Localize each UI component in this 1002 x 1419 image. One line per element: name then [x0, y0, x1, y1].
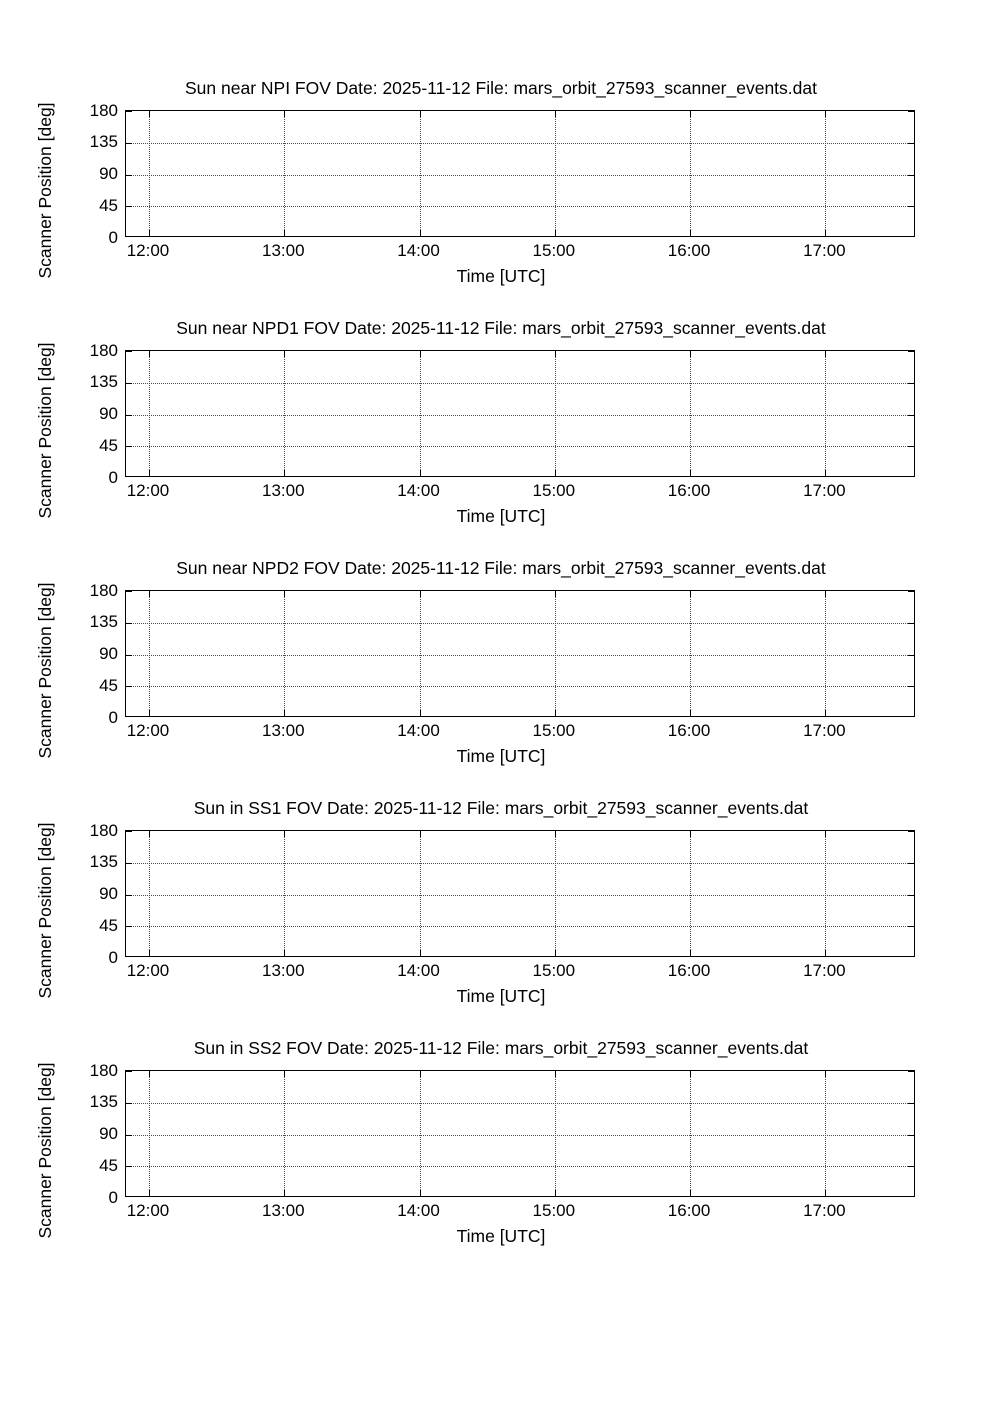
x-tick-label: 12:00	[126, 481, 170, 500]
y-tick-label: 0	[108, 947, 118, 967]
x-tick-label: 17:00	[803, 241, 846, 260]
data-series-layer	[126, 591, 915, 717]
y-tick-label: 135	[89, 1092, 118, 1112]
x-tick-label: 13:00	[261, 241, 305, 260]
plot-area	[125, 830, 915, 957]
plot-area	[125, 110, 915, 237]
x-tick-label: 16:00	[667, 241, 711, 260]
y-tick-label: 90	[99, 1124, 118, 1143]
y-tick-label: 45	[99, 195, 118, 215]
y-tick-label: 180	[89, 340, 118, 360]
x-tick-labels	[125, 481, 915, 505]
y-tick-label: 0	[108, 1187, 118, 1207]
x-axis-label: Time [UTC]	[456, 1226, 546, 1246]
data-series-layer	[126, 1071, 915, 1197]
y-tick-labels	[66, 100, 118, 247]
y-tick-label: 45	[99, 675, 118, 695]
x-tick-label: 14:00	[397, 961, 440, 980]
x-tick-labels	[125, 961, 915, 985]
chart-panel	[0, 552, 1002, 789]
x-tick-labels	[125, 1201, 915, 1225]
panel-title: Sun near NPD2 FOV Date: 2025-11-12 File: mars_orbit_27593_scanner_events.dat	[176, 558, 826, 578]
y-tick-label: 90	[99, 164, 118, 183]
x-tick-label: 15:00	[532, 1201, 576, 1220]
x-tick-label: 12:00	[126, 721, 170, 740]
panel-title: Sun in SS1 FOV Date: 2025-11-12 File: mars_orbit_27593_scanner_events.dat	[193, 798, 809, 818]
x-tick-label: 14:00	[397, 241, 440, 260]
x-tick-label: 12:00	[126, 1201, 170, 1220]
panel-title: Sun near NPD1 FOV Date: 2025-11-12 File: mars_orbit_27593_scanner_events.dat	[176, 318, 826, 338]
x-tick-label: 16:00	[667, 1201, 711, 1220]
y-tick-label: 135	[89, 372, 118, 392]
x-tick-label: 13:00	[261, 721, 305, 740]
y-tick-label: 45	[99, 915, 118, 935]
plot-area	[125, 1070, 915, 1197]
x-tick-label: 13:00	[261, 1201, 305, 1220]
y-tick-labels	[66, 580, 118, 727]
x-axis-label: Time [UTC]	[456, 986, 546, 1006]
y-tick-label: 0	[108, 227, 118, 247]
data-series-layer	[126, 831, 915, 957]
x-tick-labels	[125, 241, 915, 265]
x-tick-label: 16:00	[667, 961, 711, 980]
y-tick-label: 135	[89, 612, 118, 632]
chart-panel	[0, 312, 1002, 549]
y-tick-label: 45	[99, 435, 118, 455]
y-tick-label: 0	[108, 467, 118, 487]
x-tick-label: 15:00	[532, 721, 576, 740]
panel-title: Sun near NPI FOV Date: 2025-11-12 File: mars_orbit_27593_scanner_events.dat	[185, 78, 817, 98]
chart-panel	[0, 792, 1002, 1029]
y-axis-label: Scanner Position [deg]	[35, 102, 55, 279]
y-tick-label: 180	[89, 580, 118, 600]
y-tick-label: 135	[89, 852, 118, 872]
chart-panel	[0, 72, 1002, 309]
x-tick-labels	[125, 721, 915, 745]
x-tick-label: 14:00	[397, 481, 440, 500]
plot-area	[125, 590, 915, 717]
chart-panel	[0, 1032, 1002, 1269]
y-tick-label: 90	[99, 884, 118, 903]
x-tick-label: 13:00	[261, 481, 305, 500]
y-tick-label: 180	[89, 820, 118, 840]
y-tick-label: 45	[99, 1155, 118, 1175]
y-tick-labels	[66, 1060, 118, 1207]
y-axis-label: Scanner Position [deg]	[35, 342, 55, 519]
y-axis-label: Scanner Position [deg]	[35, 1062, 55, 1239]
y-axis-label: Scanner Position [deg]	[35, 582, 55, 759]
x-axis-label: Time [UTC]	[456, 746, 546, 766]
y-tick-label: 180	[89, 100, 118, 120]
y-axis-label: Scanner Position [deg]	[35, 822, 55, 999]
x-tick-label: 16:00	[667, 481, 711, 500]
x-axis-label: Time [UTC]	[456, 506, 546, 526]
x-tick-label: 14:00	[397, 1201, 440, 1220]
x-tick-label: 15:00	[532, 481, 576, 500]
x-tick-label: 17:00	[803, 1201, 846, 1220]
plot-area	[125, 350, 915, 477]
x-tick-label: 17:00	[803, 961, 846, 980]
x-tick-label: 16:00	[667, 721, 711, 740]
x-tick-label: 12:00	[126, 961, 170, 980]
y-tick-label: 90	[99, 404, 118, 423]
x-tick-label: 14:00	[397, 721, 440, 740]
panel-title: Sun in SS2 FOV Date: 2025-11-12 File: mars_orbit_27593_scanner_events.dat	[193, 1038, 809, 1058]
y-tick-label: 180	[89, 1060, 118, 1080]
y-tick-labels	[66, 820, 118, 967]
y-tick-label: 135	[89, 132, 118, 152]
x-tick-label: 13:00	[261, 961, 305, 980]
x-tick-label: 17:00	[803, 481, 846, 500]
x-tick-label: 12:00	[126, 241, 170, 260]
x-tick-label: 15:00	[532, 241, 576, 260]
data-series-layer	[126, 351, 915, 477]
x-axis-label: Time [UTC]	[456, 266, 546, 286]
y-tick-labels	[66, 340, 118, 487]
y-tick-label: 0	[108, 707, 118, 727]
y-tick-label: 90	[99, 644, 118, 663]
x-tick-label: 15:00	[532, 961, 576, 980]
data-series-layer	[126, 111, 915, 237]
x-tick-label: 17:00	[803, 721, 846, 740]
